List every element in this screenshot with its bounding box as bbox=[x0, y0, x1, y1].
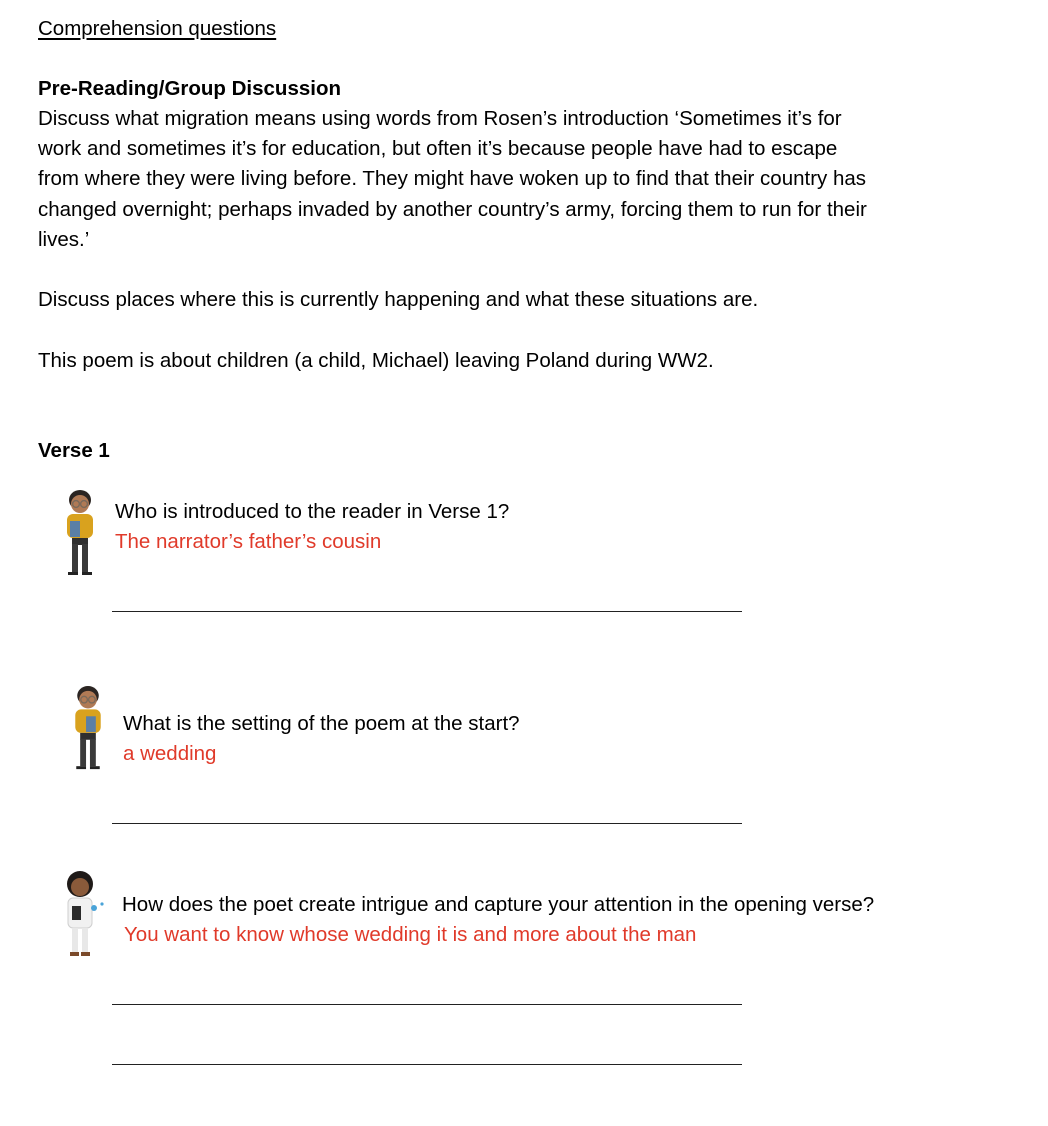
question-text: Who is introduced to the reader in Verse 1? bbox=[115, 500, 510, 523]
boy-with-book-icon bbox=[60, 488, 100, 580]
answer-line[interactable] bbox=[112, 1064, 742, 1065]
page-title: Comprehension questions bbox=[38, 17, 277, 40]
answer-line[interactable] bbox=[112, 1004, 742, 1005]
answer-line[interactable] bbox=[112, 611, 742, 612]
girl-with-tablet-icon bbox=[60, 870, 108, 960]
paragraph-line: changed overnight; perhaps invaded by another country’s army, forcing them to run for their bbox=[38, 197, 867, 221]
poem-context-text: This poem is about children (a child, Michael) leaving Poland during WW2. bbox=[38, 349, 714, 372]
question-text: How does the poet create intrigue and capture your attention in the opening verse? bbox=[122, 893, 875, 916]
pre-reading-heading: Pre-Reading/Group Discussion bbox=[38, 77, 341, 100]
verse-heading: Verse 1 bbox=[38, 439, 110, 462]
paragraph-line: lives.’ bbox=[38, 227, 90, 251]
paragraph-line: work and sometimes it’s for education, but often it’s because people have had to escape bbox=[38, 137, 838, 161]
paragraph-line: Discuss what migration means using words from Rosen’s introduction ‘Sometimes it’s for bbox=[38, 107, 842, 130]
boy-with-book-icon bbox=[68, 684, 108, 774]
discuss-places-text: Discuss places where this is currently happening and what these situations are. bbox=[38, 288, 759, 311]
answer-text: You want to know whose wedding it is and more about the man bbox=[124, 923, 697, 946]
question-text: What is the setting of the poem at the start? bbox=[123, 712, 520, 735]
answer-text: a wedding bbox=[123, 742, 217, 765]
answer-text: The narrator’s father’s cousin bbox=[115, 530, 382, 553]
pre-reading-paragraph bbox=[38, 104, 998, 255]
answer-line[interactable] bbox=[112, 823, 742, 824]
paragraph-line: from where they were living before. They might have woken up to find that their country has bbox=[38, 167, 867, 191]
